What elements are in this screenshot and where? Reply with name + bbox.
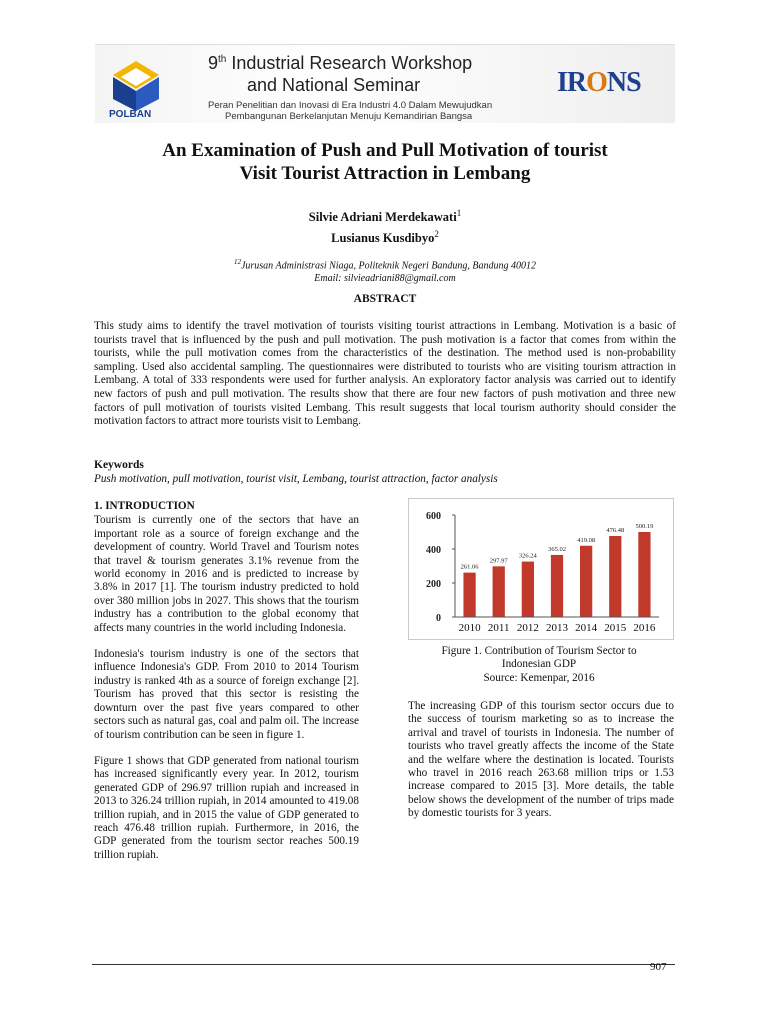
paper-title: An Examination of Push and Pull Motivation of tourist Visit Tourist Attraction in Lembang <box>162 140 608 184</box>
bar-2011 <box>493 566 505 617</box>
figure-source: Source: Kemenpar, 2016 <box>483 671 595 684</box>
bar-2010 <box>463 573 475 617</box>
keywords-heading: Keywords <box>94 459 144 471</box>
abstract-heading: ABSTRACT <box>353 293 417 305</box>
data-label-2012: 326.24 <box>518 552 537 560</box>
introduction-heading: 1. INTRODUCTION <box>94 500 195 512</box>
bar-2015 <box>609 536 621 617</box>
workshop-title-line1: 9th Industrial Research Workshop <box>208 53 473 73</box>
email-text: Email: silvieadriani88@gmail.com <box>314 273 456 285</box>
x-tick-label-2011: 2011 <box>487 622 510 634</box>
y-tick-label: 600 <box>426 511 441 522</box>
data-label-2010: 261.06 <box>460 563 479 571</box>
data-label-2014: 419.08 <box>577 536 596 544</box>
footer-rule <box>92 964 675 965</box>
left-column <box>94 500 359 875</box>
workshop-subtitle-line1: Peran Penelitian dan Inovasi di Era Industri 4.0 Dalam Mewujudkan <box>208 100 493 111</box>
author-list <box>90 205 680 247</box>
keywords-text: Push motivation, pull motivation, tourist visit, Lembang, tourist attraction, factor analysis <box>94 473 498 485</box>
data-label-2013: 365.02 <box>548 545 566 553</box>
gdp-bar-chart <box>409 499 673 639</box>
x-tick-label-2010: 2010 <box>458 622 481 634</box>
figure-1-chart <box>408 498 674 640</box>
workshop-subtitle-line2: Pembangunan Berkelanjutan Menuju Kemandirian Bangsa <box>225 111 473 122</box>
x-tick-label-2016: 2016 <box>633 622 656 634</box>
author-2: Lusianus Kusdibyo$^2$ <box>331 229 439 246</box>
intro-paragraph-2: Indonesia's tourism industry is one of the sectors that influence Indonesia's GDP. From 2010 to 2014 Tourism industry is ranked 4th as a source of foreign exchange [2]. Tourism has proved that this sector is resisting the downturn over the past five years compared to other sectors such as natural gas, coal and palm oil. The increase of tourism contribution can be seen in figure 1. <box>94 648 359 741</box>
x-tick-label-2015: 2015 <box>604 622 627 634</box>
abstract-text: This study aims to identify the travel motivation of tourists visiting tourist attractions in Lembang. Motivation is a basic of tourists travel that is influenced by the push and pull motivation. The push motivation is a factor that comes from within the tourists, while the pull motivation comes from the characteristics of the destination. The method used is non-probability sampling. Used also accidental sampling. The questionnaires were distributed to tourists who are visiting tourism attraction in Lembang. A total of 333 respondents were used for further analysis. An exploratory factor analysis was carried out to identify new factors of push and pull motivation. The results show that there are four new factors of push motivation and three new factors of pull motivation of tourists visited Lembang. This result suggests that local tourism authority should consider the motivation factors to attract more tourists visit to Lembang. <box>94 320 676 428</box>
intro-paragraph-3: Figure 1 shows that GDP generated from national tourism has increased significantly every year. In 2012, tourism generated GDP of 296.97 trillion rupiah and increased in 2013 to 326.24 trillion rupiah, in 2014 amounted to 419.08 trillion rupiah, and in 2015 the value of GDP generated to reach 476.48 trillion rupiah. Furthermore, in 2016, the GDP generated from the tourism sector reaches 500.19 trillion rupiah. <box>94 754 359 861</box>
conference-banner <box>95 44 675 123</box>
right-column-paragraph: The increasing GDP of this tourism sector occurs due to the success of tourism marketing so as to increase the arrival and travel of tourists in Indonesia. The number of tourists who travel greatly affects the income of the State and the welfare where the destination is located. Tourists who travel in 2016 reach 263.68 million trips or 1.53 increase compared to 2015 [3]. More details, the table below shows the development of the number of trips made by domestic tourists for 3 years. <box>408 700 674 820</box>
data-label-2016: 500.19 <box>635 522 654 530</box>
author-1: Silvie Adriani Merdekawati$^1$ <box>308 208 462 225</box>
bar-2014 <box>580 546 592 617</box>
y-tick-label: 0 <box>436 613 441 624</box>
y-tick-label: 200 <box>426 579 441 590</box>
y-tick-label: 400 <box>426 545 441 556</box>
bar-2012 <box>522 562 534 617</box>
irons-logo: IRONS <box>557 67 641 98</box>
figure-1-caption: Figure 1. Contribution of Tourism Sector to Indonesian GDP Source: Kemenpar, 2016 <box>404 645 674 685</box>
data-label-2015: 476.48 <box>606 526 625 534</box>
workshop-title-line2: and National Seminar <box>247 75 421 95</box>
x-tick-label-2014: 2014 <box>575 622 598 634</box>
data-label-2011: 297.97 <box>489 557 508 565</box>
bar-2016 <box>638 532 650 617</box>
page-number: 907 <box>650 961 667 973</box>
x-tick-label-2012: 2012 <box>516 622 539 634</box>
affiliation-block: $^{12}$Jurusan Administrasi Niaga, Politeknik Negeri Bandung, Bandung 40012 Email: silvieadriani88@gmail.com <box>90 256 680 285</box>
x-tick-label-2013: 2013 <box>546 622 568 634</box>
bar-2013 <box>551 555 563 617</box>
polban-label: POLBAN <box>109 109 152 120</box>
intro-paragraph-1: Tourism is currently one of the sectors that have an important role as a source of foreign exchange and the development of country. World Travel and Tourism notes that travel & tourism generates 3.1% revenue from the world economy in 2016 and is predicted to increase by 3.8% in 2017 [1]. The tourism industry predicted to hold over 380 million jobs in 2027. This shows that the tourism industry has a contribution to the global economy that affects many countries in the world including Indonesia. <box>94 514 359 634</box>
